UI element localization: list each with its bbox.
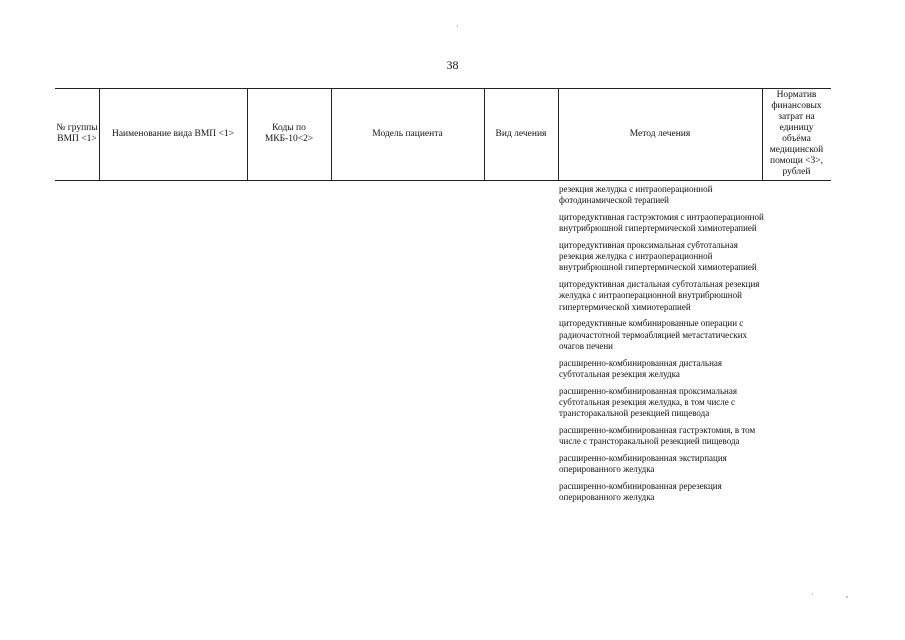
page-number: 38 <box>446 58 459 72</box>
scan-speck: · <box>456 22 459 31</box>
header-vmp-name: Наименование вида ВМП <1> <box>111 128 235 139</box>
header-cost-standard: Норматив финансовых затрат на единицу объёма медицинской помощи <3>, рублей <box>769 90 824 177</box>
list-item: расширенно-комбинированная гастрэктомия, в том числе с трансторакальной резекцией пищевода <box>559 424 756 447</box>
list-item: расширенно-комбинированная проксимальная субтотальная резекция желудка, в том числе с трансторакальной резекцией пищевода <box>559 385 738 419</box>
table-header <box>55 88 831 180</box>
table-header-bottom-border <box>55 180 831 181</box>
header-group-number: № группы ВМП <1> <box>56 123 98 144</box>
list-item: циторедуктивная проксимальная субтотальная резекция желудка с интраоперационной внутрибрюшной гипертермической химиотерапией <box>559 240 757 273</box>
header-icd-codes: Коды по МКБ-10<2> <box>264 123 314 144</box>
treatment-method-list <box>559 184 769 509</box>
list-item: циторедуктивная гастрэктомия с интраоперационной внутрибрюшной гипертермической химиотерапией <box>559 212 764 234</box>
list-item: циторедуктивные комбинированные операции с радиочастотной термоабляцией метастатических очагов печени <box>559 318 748 351</box>
list-item: расширенно-комбинированная ререзекция оперированного желудка <box>559 480 722 503</box>
header-patient-model: Модель пациента <box>372 128 443 139</box>
list-item: циторедуктивная дистальная субтотальная резекция желудка с интраоперационной внутрибрюшной гипертермической химиотерапией <box>559 279 760 312</box>
list-item: резекция желудка с интраоперационной фотодинамической терапией <box>559 184 713 206</box>
list-item: расширенно-комбинированная экстирпация оперированного желудка <box>559 452 727 475</box>
scan-speck: · <box>811 590 814 599</box>
scan-speck: , <box>846 590 848 599</box>
header-treatment-method: Метод лечения <box>629 128 691 139</box>
header-treatment-type: Вид лечения <box>495 128 547 139</box>
list-item: расширенно-комбинированная дистальная субтотальная резекция желудка <box>559 357 723 379</box>
